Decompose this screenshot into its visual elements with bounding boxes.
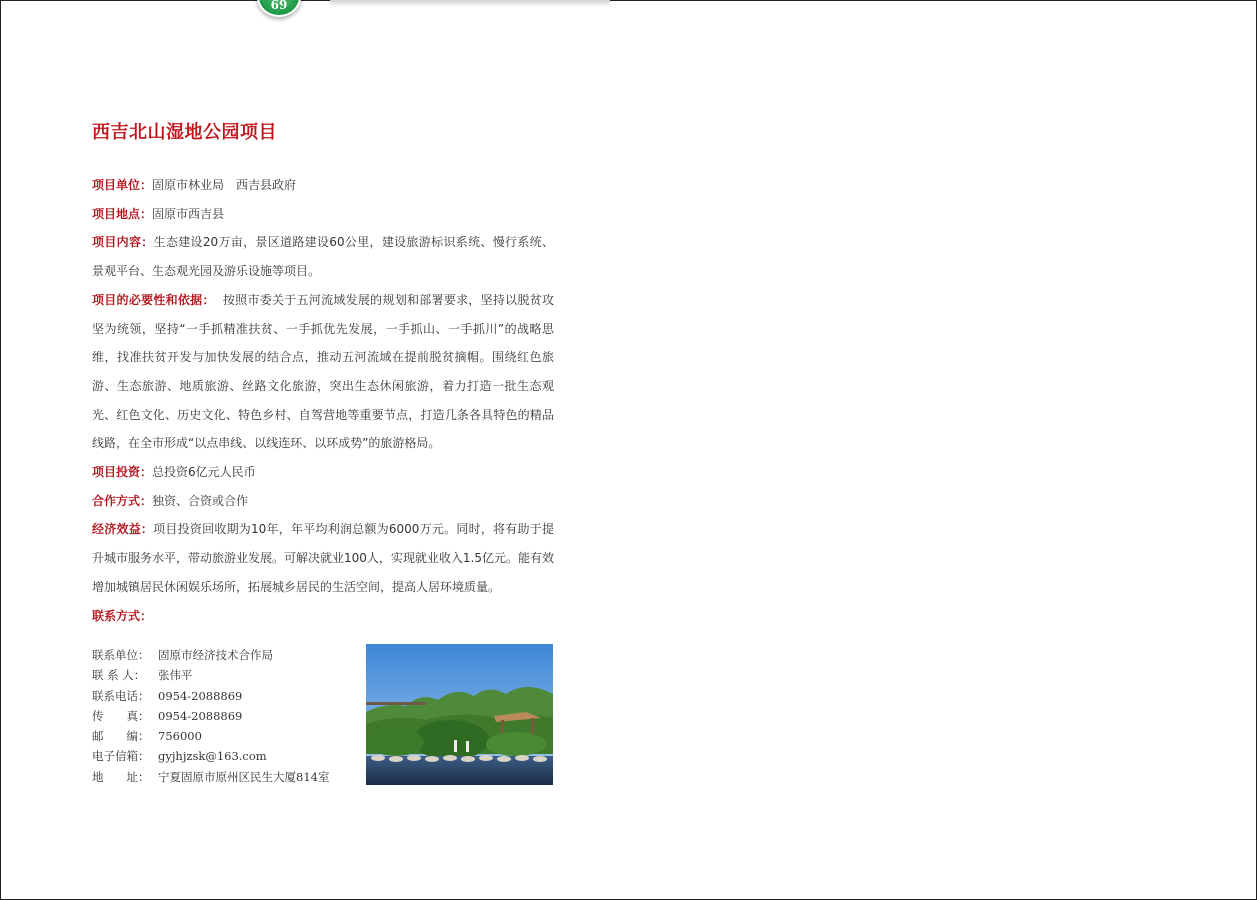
field-value: 按照市委关于五河流域发展的规划和部署要求，坚持以脱贫攻坚为统领，坚持“一手抓精准扶贫、一手抓优先发展，一手抓山、一手抓川”的战略思维，找准扶贫开发与加快发展的结合点，推动五河流域在提前脱贫摘帽。围绕红色旅游、生态旅游、地质旅游、丝路文化旅游，突出生态休闲旅游，着力打造一批生态观光、红色文化、历史文化、特色乡村、自驾营地等重要节点，打造几条各具特色的精品线路，在全市形成“以点串线、以线连环、以环成势”的旅游格局。 <box>92 292 554 451</box>
contact-row-address <box>92 767 357 787</box>
field-unit <box>92 171 554 200</box>
field-label: 项目投资： <box>92 465 153 480</box>
field-value: 项目投资回收期为10年，年平均利润总额为6000万元。同时，将有助于提升城市服务水平，带动旅游业发展。可解决就业100人，实现就业收入1.5亿元。能有效增加城镇居民休闲娱乐场所，拓展城乡居民的生活空间，提高人居环境质量。 <box>92 522 554 594</box>
contact-key: 电子信箱： <box>92 749 150 764</box>
contact-value: 0954-2088869 <box>158 688 243 703</box>
field-label: 联系方式： <box>92 608 153 623</box>
field-value: 固原市林业局 西吉县政府 <box>152 178 297 192</box>
field-label: 经济效益： <box>92 522 154 537</box>
field-contact <box>92 602 554 631</box>
contact-key: 联 系 人： <box>92 668 146 683</box>
contact-info <box>92 645 357 787</box>
contact-value: 张伟平 <box>158 668 193 683</box>
contact-value: 756000 <box>158 729 202 744</box>
field-label: 项目地点： <box>92 206 153 221</box>
contact-key: 邮 编： <box>92 729 150 744</box>
page-title: 西吉北山湿地公园项目 <box>92 122 277 143</box>
contact-row-email <box>92 746 357 766</box>
field-content <box>92 228 554 285</box>
field-value: 固原市西吉县 <box>152 206 225 221</box>
field-benefit <box>92 515 554 601</box>
project-details <box>92 171 554 630</box>
field-value: 总投资6亿元人民币 <box>152 465 256 480</box>
field-value: 生态建设20万亩，景区道路建设60公里，建设旅游标识系统、慢行系统、景观平台、生态观光园及游乐设施等项目。 <box>92 235 554 279</box>
field-label: 合作方式： <box>92 493 153 508</box>
adjacent-page-shadow <box>330 0 610 2</box>
landscape-image <box>366 644 553 785</box>
page-number-badge: 69 <box>257 0 301 17</box>
contact-value: 宁夏固原市原州区民生大厦814室 <box>158 769 330 784</box>
contact-value: 0954-2088869 <box>158 708 243 723</box>
contact-row-phone <box>92 686 357 706</box>
contact-key: 地 址： <box>92 769 150 784</box>
wetland-park-photo <box>366 644 553 785</box>
field-label: 项目单位： <box>92 178 153 192</box>
contact-row-person <box>92 665 357 685</box>
field-investment <box>92 458 554 487</box>
field-label: 项目的必要性和依据： <box>92 292 215 307</box>
field-location <box>92 200 554 229</box>
field-necessity <box>92 286 554 458</box>
contact-row-fax <box>92 706 357 726</box>
contact-row-postcode <box>92 726 357 746</box>
contact-value: gyjhjzsk@163.com <box>158 749 267 764</box>
field-value: 独资、合资或合作 <box>152 493 249 508</box>
field-cooperation <box>92 487 554 516</box>
contact-key: 联系单位： <box>92 648 150 662</box>
contact-key: 传 真： <box>92 708 150 723</box>
field-label: 项目内容： <box>92 235 154 250</box>
contact-value: 固原市经济技术合作局 <box>158 648 273 662</box>
contact-key: 联系电话： <box>92 688 150 703</box>
contact-row-unit <box>92 645 357 665</box>
